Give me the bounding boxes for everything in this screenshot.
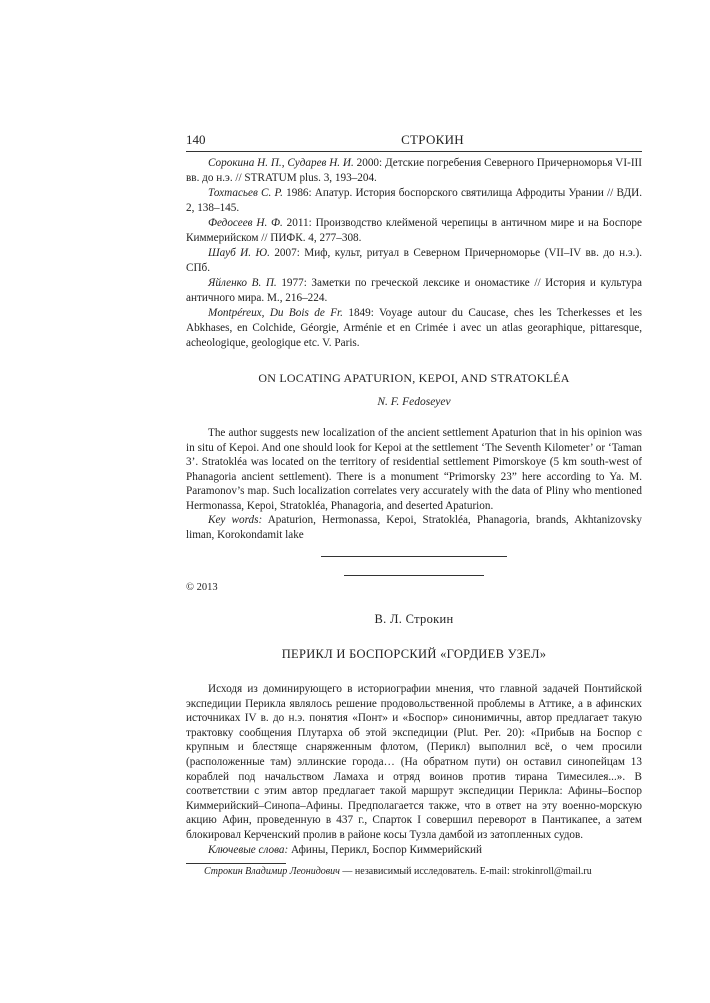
english-keywords [186,513,642,542]
reference-author: Сорокина Н. П., Сударев Н. И. [208,157,354,169]
reference-text: 1986: Апатур. История боспорского святилища Афродиты Урании // ВДИ. 2, 138–145. [186,187,642,214]
reference-author: Montpéreux, Du Bois de Fr. [208,307,343,319]
reference-item [186,246,642,276]
separator-rule-short [344,575,484,576]
reference-item [186,306,642,351]
running-header [186,132,642,152]
english-abstract-text: The author suggests new localization of the ancient settlement Apaturion that in his opinion was in situ of Kepoi. And one should look for Kepoi at the settlement ‘The Seventh Kilometer’ or ‘Taman 3’. Stratokléa was located on the territory of residential settlement Pimorskoye (5 km south-west of Phanagoria ancient settlement). There is a monument “Primorsky 23” here according to Ya. M. Paramonov’s map. Such localization correlates very accurately with the data of Pliny who mentioned Hermonassa, Kepoi, Stratokléa, Phanagoria, and deserted Apaturion. [186,427,642,512]
russian-keywords-label: Ключевые слова: [208,843,289,856]
reference-text: 1977: Заметки по греческой лексике и ономастике // История и культура античного мира. М., 216–224. [186,277,642,304]
reference-author: Тохтасьев С. Р. [208,187,283,199]
running-title: СТРОКИН [401,132,464,147]
reference-text: 2007: Миф, культ, ритуал в Северном Причерноморье (VII–IV вв. до н.э.). СПб. [186,247,642,274]
reference-item [186,156,642,186]
russian-keywords [186,843,642,858]
english-keywords-label: Key words: [208,514,263,526]
footnote-rule [186,863,286,864]
author-footnote [186,866,642,877]
copyright-notice: © 2013 [186,582,218,593]
english-article-author: N. F. Fedoseyev [377,396,451,408]
english-keywords-text: Apaturion, Hermonassa, Kepoi, Stratokléa, Phanagoria, brands, Akhtanizovsky liman, Korokondamit lake [186,514,642,541]
russian-article-title: ПЕРИКЛ И БОСПОРСКИЙ «ГОРДИЕВ УЗЕЛ» [281,647,547,661]
russian-keywords-text: Афины, Перикл, Боспор Киммерийский [288,843,483,856]
english-abstract [186,426,642,542]
reference-text: 2011: Производство клейменой черепицы в античном мире и на Боспоре Киммерийском // ПИФК. 4, 277–308. [186,217,642,244]
russian-abstract [186,682,642,857]
footnote-text: — независимый исследователь. E-mail: strokinroll@mail.ru [339,866,592,878]
reference-item [186,216,642,246]
reference-text: 1849: Voyage autour du Caucase, ches les Tcherkesses et les Abkhases, en Colchide, Géorgie, Arménie et en Crimée i avec un atlas georaphique, pittaresque, acheologique, geologique etc. V. Paris. [186,307,642,349]
reference-item [186,186,642,216]
english-article-title: ON LOCATING APATURION, KEPOI, AND STRATOKLÉA [258,371,570,385]
russian-abstract-text: Исходя из доминирующего в историографии мнения, что главной задачей Понтийской экспедиции Перикла являлось решение продовольственной проблемы в Аттике, а в афинских источниках IV в. до н.э. понятия «Понт» и «Боспор» синонимичны, автор предлагает такую трактовку сообщения Плутарха об этой экспедиции (Plut. Per. 20): «Прибыв на Боспор с крупным и блестяще снаряженным флотом, (Перикл) выполнил всё, о чем просили (расположенные там) эллинские города… (На обратном пути) он оставил синопейцам 13 кораблей под начальством Ламаха и отряд воинов против тирана Тимесилея...». В соответствии с этим автор предлагает такой маршрут экспедиции Перикла: Афины–Боспор Киммерийский–Синопа–Афины. Предполагается также, что в ответ на эту военно-морскую акцию Афин, проведенную в 437 г., Спарток I совершил переворот в Пантикапее, а затем блокировал Керченский пролив в районе косы Тузла дамбой из затопленных судов. [186,683,642,841]
reference-author: Шауб И. Ю. [208,247,270,259]
reference-author: Яйленко В. П. [208,277,277,289]
separator-rule-long [321,556,507,557]
footnote-author-name: Строкин Владимир Леонидович [204,866,340,878]
reference-author: Федосеев Н. Ф. [208,217,283,229]
russian-article-author: В. Л. Строкин [374,612,454,626]
page-number: 140 [186,132,206,147]
reference-text: 2000: Детские погребения Северного Причерноморья VI-III вв. до н.э. // STRATUM plus. 3, 193–204. [186,157,643,184]
page-content [186,132,642,877]
reference-list [186,156,642,351]
reference-item [186,276,642,306]
